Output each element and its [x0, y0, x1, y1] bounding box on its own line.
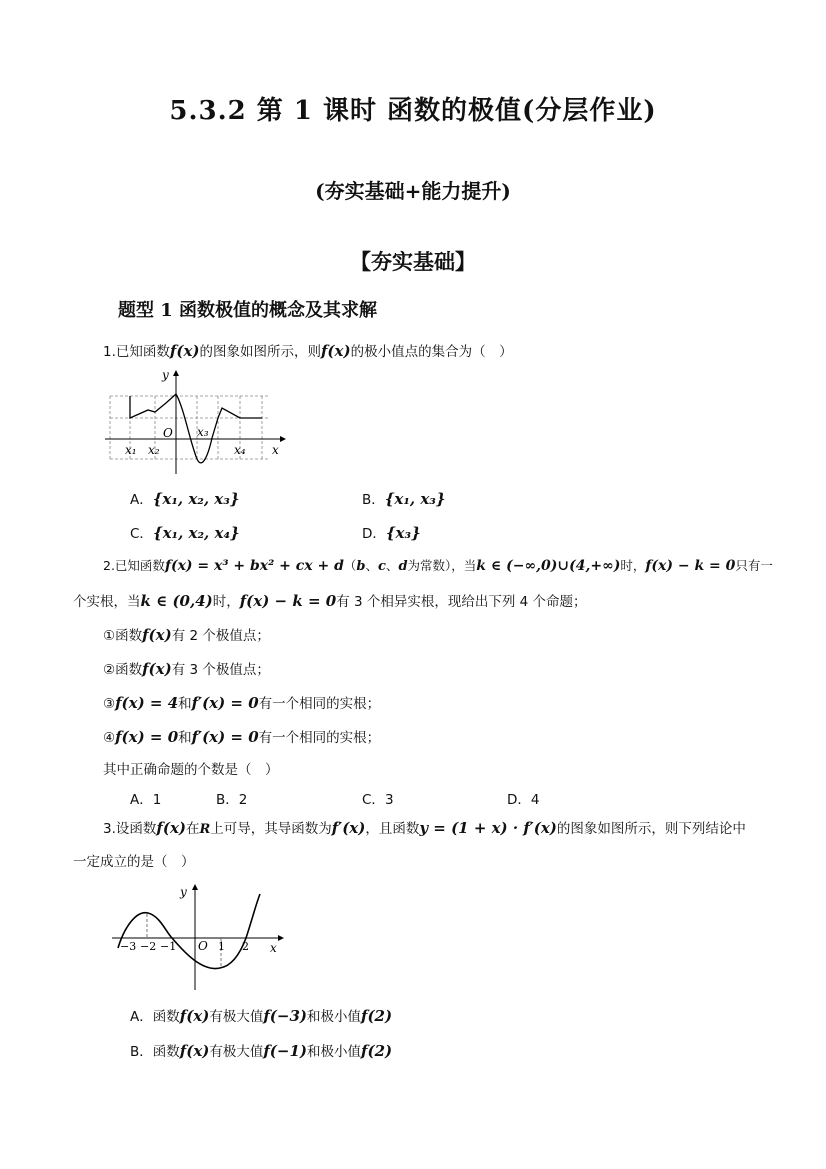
q1-stem-c: 的极小值点的集合为（ ） — [350, 344, 513, 360]
q3-tick-1: 1 — [218, 940, 225, 953]
q3-y-arrow — [192, 884, 198, 890]
q1-option-a[interactable]: A．{x₁, x₂, x₃} — [130, 490, 240, 508]
q2-prop-2: ②函数f(x)有 3 个极值点； — [103, 660, 270, 678]
question-1-stem — [103, 340, 513, 360]
q1-tick-x1: x₁ — [125, 443, 137, 457]
q2-ask: 其中正确命题的个数是（ ） — [103, 762, 279, 778]
q2-option-b[interactable]: B．2 — [216, 792, 248, 808]
q2-option-a[interactable]: A．1 — [130, 792, 162, 808]
q1-x-label: x — [272, 443, 279, 457]
q3-graph — [110, 880, 290, 992]
q1-origin-label: O — [163, 426, 173, 440]
q1-tick-x2: x₂ — [148, 443, 160, 457]
q2-prop-3: ③f(x) = 4和f′(x) = 0有一个相同的实根； — [103, 694, 381, 712]
q1-x-arrow — [280, 436, 286, 442]
q3-option-a[interactable]: A．函数f(x)有极大值f(−3)和极小值f(2) — [130, 1007, 393, 1025]
q3-x-arrow — [278, 935, 284, 941]
q1-tick-x4: x₄ — [234, 443, 246, 457]
q1-stem-a: 1.已知函数 — [103, 344, 170, 360]
q2-prop-4: ④f(x) = 0和f′(x) = 0有一个相同的实根； — [103, 728, 381, 746]
q1-stem-b: 的图象如图所示，则 — [199, 344, 321, 360]
q1-y-label: y — [162, 368, 169, 382]
q3-option-b[interactable]: B．函数f(x)有极大值f(−1)和极小值f(2) — [130, 1042, 393, 1060]
q1-graph — [100, 366, 290, 478]
q1-fx-1: f(x) — [169, 342, 200, 360]
q2-option-d[interactable]: D．4 — [507, 792, 540, 808]
q1-option-d[interactable]: D．{x₃} — [362, 524, 421, 542]
section-heading: 【夯实基础】 — [350, 249, 476, 274]
question-3-line-2: 一定成立的是（ ） — [73, 854, 195, 870]
q1-option-c[interactable]: C．{x₁, x₂, x₄} — [130, 524, 240, 542]
q3-origin-label: O — [198, 939, 208, 953]
q3-curve — [118, 894, 260, 969]
q1-option-b[interactable]: B．{x₁, x₃} — [362, 490, 446, 508]
q3-tick-minus1: −1 — [160, 940, 177, 953]
q3-tick-2: 2 — [242, 940, 249, 953]
topic-heading: 题型 1 函数极值的概念及其求解 — [118, 300, 378, 321]
q3-tick-minus2: −2 — [140, 940, 157, 953]
q3-x-label: x — [270, 941, 277, 955]
page-title: 5.3.2 第 1 课时 函数的极值(分层作业) — [169, 96, 657, 126]
q3-y-label: y — [180, 885, 187, 899]
question-2-line-2: 个实根，当k ∈ (0,4)时，f(x) − k = 0有 3 个相异实根，现给出下列 4 个命题； — [73, 592, 587, 610]
page-subtitle: (夯实基础+能力提升) — [315, 179, 511, 203]
q2-prop-1: ①函数f(x)有 2 个极值点； — [103, 626, 270, 644]
q3-tick-minus3: −3 — [120, 940, 137, 953]
question-3-line-1: 3.设函数f(x)在R上可导，其导函数为f′(x)，且函数y = (1 + x) · f′(x)的图象如图所示，则下列结论中 — [103, 819, 746, 837]
q1-y-arrow — [173, 370, 179, 376]
q1-tick-x3: x₃ — [197, 425, 209, 439]
q2-option-c[interactable]: C．3 — [362, 792, 394, 808]
q1-fx-2: f(x) — [320, 342, 351, 360]
question-2-line-1: 2.已知函数f(x) = x³ + bx² + cx + d（b、c、d为常数），当k ∈ (−∞,0)∪(4,+∞)时，f(x) − k = 0只有一 — [103, 558, 773, 574]
